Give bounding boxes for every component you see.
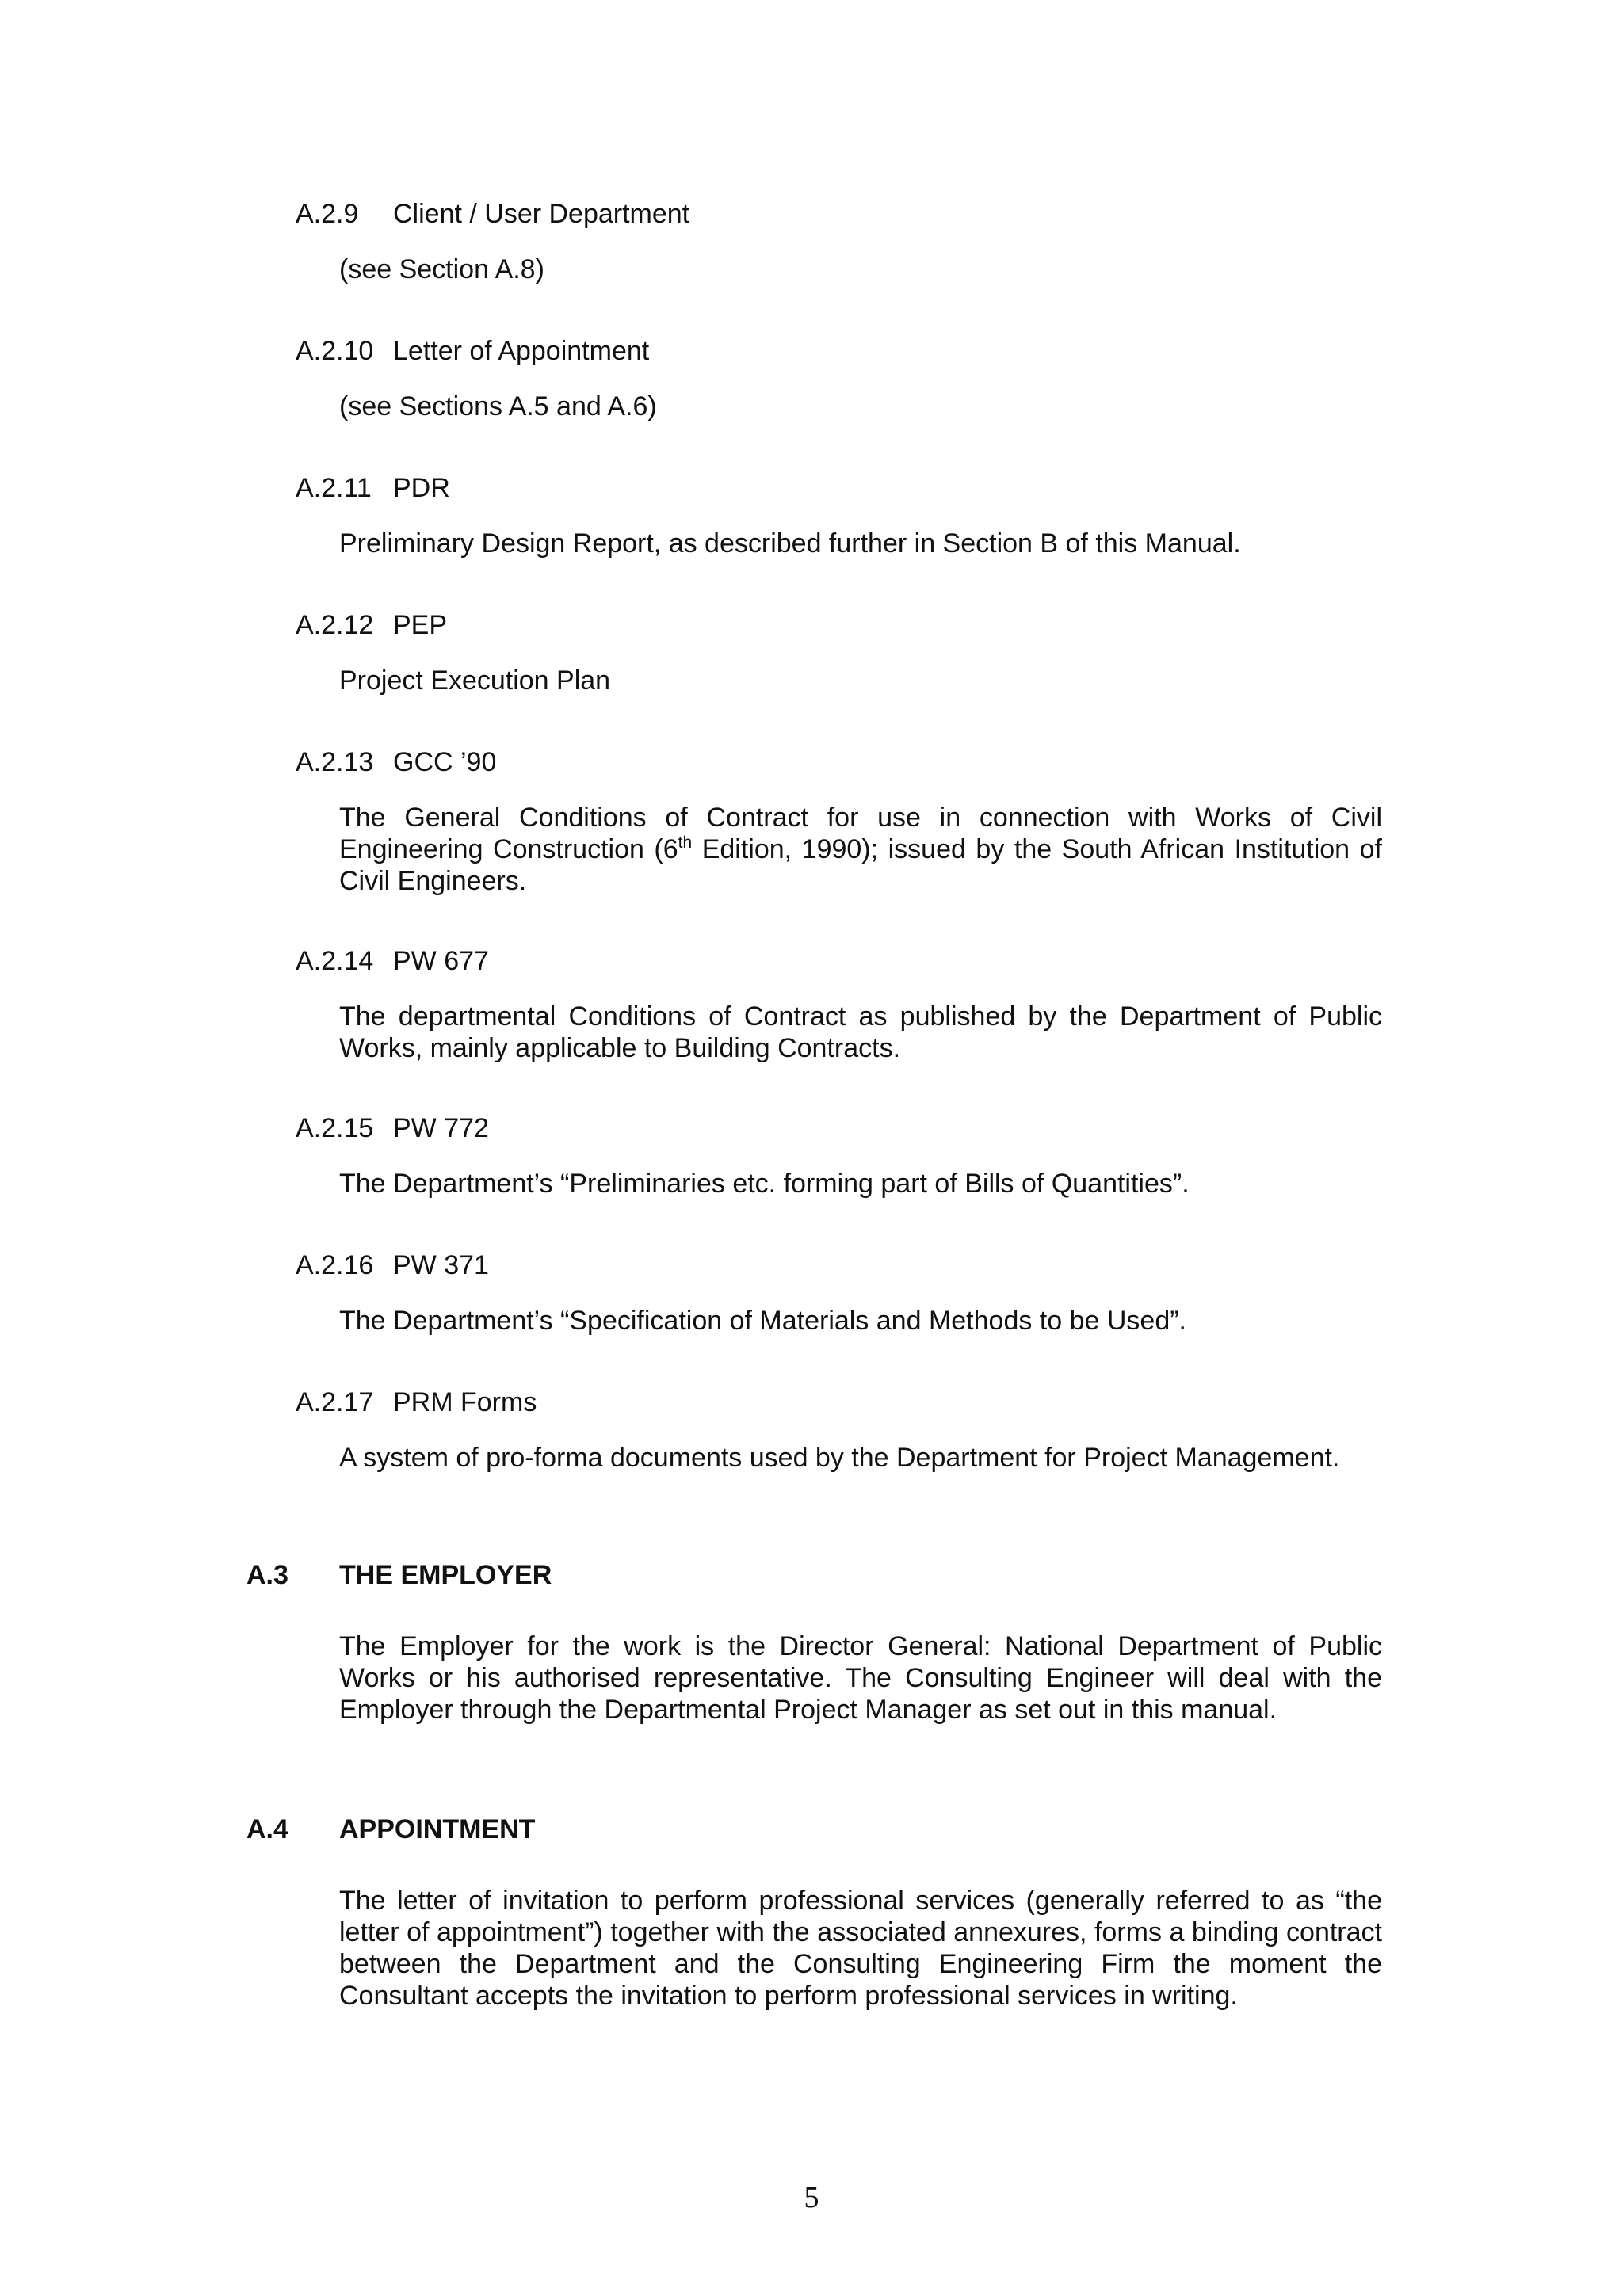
- superscript: th: [678, 833, 693, 852]
- definition-title: PEP: [393, 610, 448, 640]
- definition-title: PDR: [393, 473, 450, 503]
- definition-description: A system of pro-forma documents used by the Department for Project Management.: [339, 1443, 1340, 1473]
- definition-description: Preliminary Design Report, as described further in Section B of this Manual.: [339, 528, 1241, 559]
- definition-number: A.2.11: [296, 473, 372, 503]
- definition-description: [339, 802, 1382, 897]
- definition-number: A.2.12: [296, 610, 374, 640]
- definition-title: GCC ’90: [393, 747, 497, 777]
- definition-description: The Department’s “Preliminaries etc. forming part of Bills of Quantities”.: [339, 1169, 1190, 1199]
- description-text: The General Conditions of Contract for use in connection with Works of Civil Engineering Construction (6: [339, 803, 1382, 864]
- definition-number: A.2.14: [296, 946, 374, 976]
- definition-description: (see Section A.8): [339, 254, 544, 284]
- definition-title: PRM Forms: [393, 1387, 537, 1417]
- section-heading: APPOINTMENT: [339, 1814, 536, 1844]
- section-body: The Employer for the work is the Director General: National Department of Public Works or his authorised representative. The Consulting Engineer will deal with the Employer through the Departmental Project Manager as set out in this manual.: [339, 1631, 1382, 1725]
- definition-number: A.2.13: [296, 747, 374, 777]
- definition-number: A.2.17: [296, 1387, 374, 1417]
- definition-title: Letter of Appointment: [393, 336, 650, 366]
- definition-number: A.2.16: [296, 1250, 374, 1280]
- section-number: A.4: [246, 1814, 288, 1844]
- definition-number: A.2.15: [296, 1113, 374, 1143]
- definition-description: The departmental Conditions of Contract as published by the Department of Public Works, mainly applicable to Building Contracts.: [339, 1001, 1382, 1063]
- definition-title: PW 371: [393, 1250, 489, 1280]
- definition-title: PW 772: [393, 1113, 489, 1143]
- definition-description: (see Sections A.5 and A.6): [339, 391, 657, 421]
- section-number: A.3: [246, 1560, 288, 1590]
- description-text: Edition, 1990); issued by the South African Institution of Civil Engineers.: [339, 834, 1382, 896]
- section-body: The letter of invitation to perform professional services (generally referred to as “the letter of appointment”) together with the associated annexures, forms a binding contract between the Department and the Consulting Engineering Firm the moment the Consultant accepts the invitation to perform professional services in writing.: [339, 1886, 1382, 2011]
- section-heading: THE EMPLOYER: [339, 1560, 552, 1590]
- definition-description: The Department’s “Specification of Materials and Methods to be Used”.: [339, 1306, 1187, 1336]
- definition-number: A.2.9: [296, 199, 359, 229]
- definition-number: A.2.10: [296, 336, 374, 366]
- definition-description: Project Execution Plan: [339, 666, 611, 696]
- definition-title: PW 677: [393, 946, 489, 976]
- page-number: 5: [804, 2181, 819, 2214]
- definition-title: Client / User Department: [393, 199, 690, 229]
